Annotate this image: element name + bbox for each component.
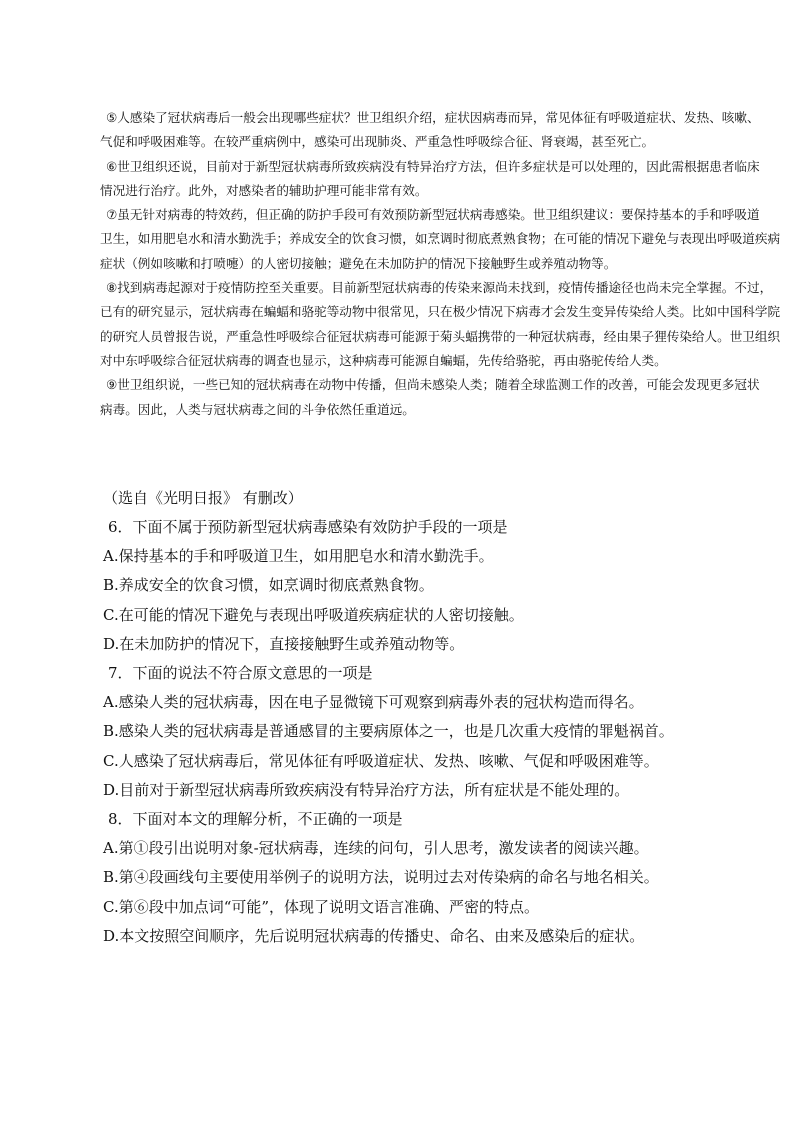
source-citation: （选自《光明日报》 有删改） xyxy=(103,489,303,507)
paragraph-line: 对中东呼吸综合征冠状病毒的调查也显示，这种病毒可能源自蝙蝠，先传给骆驼，再由骆驼传给人类。 xyxy=(100,352,667,368)
paragraph-line: 卫生，如用肥皂水和清水勤洗手；养成安全的饮食习惯，如烹调时彻底煮熟食物；在可能的情况下避免与表现出呼吸道疾病 xyxy=(100,231,781,247)
paragraph-line: ⑨世卫组织说，一些已知的冠状病毒在动物中传播，但尚未感染人类；随着全球监测工作的改善，可能会发现更多冠状 xyxy=(106,377,760,393)
question-stem: 7．下面的说法不符合原文意思的一项是 xyxy=(108,664,373,683)
paragraph-line: ⑥世卫组织还说，目前对于新型冠状病毒所致疾病没有特异治疗方法，但许多症状是可以处理的，因此需根据患者临床 xyxy=(106,158,760,174)
passage xyxy=(100,106,781,422)
option-b: B.养成安全的饮食习惯，如烹调时彻底煮熟食物。 xyxy=(103,576,434,595)
option-b: B.第④段画线句主要使用举例子的说明方法，说明过去对传染病的命名与地名相关。 xyxy=(103,868,659,887)
paragraph-9 xyxy=(100,373,760,422)
paragraph-line: ⑤人感染了冠状病毒后一般会出现哪些症状？世卫组织介绍，症状因病毒而异，常见体征有呼吸道症状、发热、咳嗽、 xyxy=(106,110,760,125)
paragraph-line: 病毒。因此，人类与冠状病毒之间的斗争依然任重道远。 xyxy=(100,401,415,417)
option-c: C.在可能的情况下避免与表现出呼吸道疾病症状的人密切接触。 xyxy=(103,605,524,624)
paragraph-line: 情况进行治疗。此外，对感染者的辅助护理可能非常有效。 xyxy=(100,182,428,198)
question-7 xyxy=(103,659,713,805)
question-stem: 8．下面对本文的理解分析，不正确的一项是 xyxy=(108,810,403,829)
questions-section xyxy=(103,484,713,951)
question-6 xyxy=(103,513,713,659)
question-stem: 6．下面不属于预防新型冠状病毒感染有效防护手段的一项是 xyxy=(108,518,508,536)
option-b: B.感染人类的冠状病毒是普通感冒的主要病原体之一，也是几次重大疫情的罪魁祸首。 xyxy=(103,722,674,741)
paragraph-8 xyxy=(100,276,781,373)
paragraph-line: 已有的研究显示，冠状病毒在蝙蝠和骆驼等动物中很常见，只在极少情况下病毒才会发生变异传染给人类。比如中国科学院 xyxy=(100,304,781,320)
option-d: D.在未加防护的情况下，直接接触野生或养殖动物等。 xyxy=(103,634,465,653)
option-d: D.目前对于新型冠状病毒所致疾病没有特异治疗方法，所有症状是不能处理的。 xyxy=(103,780,630,799)
option-a: A.感染人类的冠状病毒，因在电子显微镜下可观察到病毒外表的冠状构造而得名。 xyxy=(103,693,644,712)
option-d: D.本文按照空间顺序，先后说明冠状病毒的传播史、命名、由来及感染后的症状。 xyxy=(103,926,645,945)
paragraph-6 xyxy=(100,155,760,204)
paragraph-line: 症状（例如咳嗽和打喷嚏）的人密切接触；避免在未加防护的情况下接触野生或养殖动物等。 xyxy=(100,255,617,271)
paragraph-7 xyxy=(100,203,781,276)
paragraph-line: 的研究人员曾报告说，严重急性呼吸综合征冠状病毒可能源于菊头蝠携带的一种冠状病毒，经由果子狸传染给人。世卫组织 xyxy=(100,328,781,344)
paragraph-line: ⑧找到病毒起源对于疫情防控至关重要。目前新型冠状病毒的传染来源尚未找到，疫情传播途径也尚未完全掌握。不过， xyxy=(106,280,773,296)
paragraph-5 xyxy=(100,106,760,155)
option-a: A.第①段引出说明对象-冠状病毒，连续的问句，引人思考，激发读者的阅读兴趣。 xyxy=(103,839,649,858)
option-c: C.人感染了冠状病毒后，常见体征有呼吸道症状、发热、咳嗽、气促和呼吸困难等。 xyxy=(103,751,659,770)
paragraph-line: 气促和呼吸困难等。在较严重病例中，感染可出现肺炎、严重急性呼吸综合征、肾衰竭，甚至死亡。 xyxy=(100,134,655,150)
option-a: A.保持基本的手和呼吸道卫生，如用肥皂水和清水勤洗手。 xyxy=(103,547,494,566)
option-c: C.第⑥段中加点词“可能”，体现了说明文语言准确、严密的特点。 xyxy=(103,897,540,916)
question-8 xyxy=(103,805,713,951)
paragraph-line: ⑦虽无针对病毒的特效药，但正确的防护手段可有效预防新型冠状病毒感染。世卫组织建议：要保持基本的手和呼吸道 xyxy=(106,207,760,223)
